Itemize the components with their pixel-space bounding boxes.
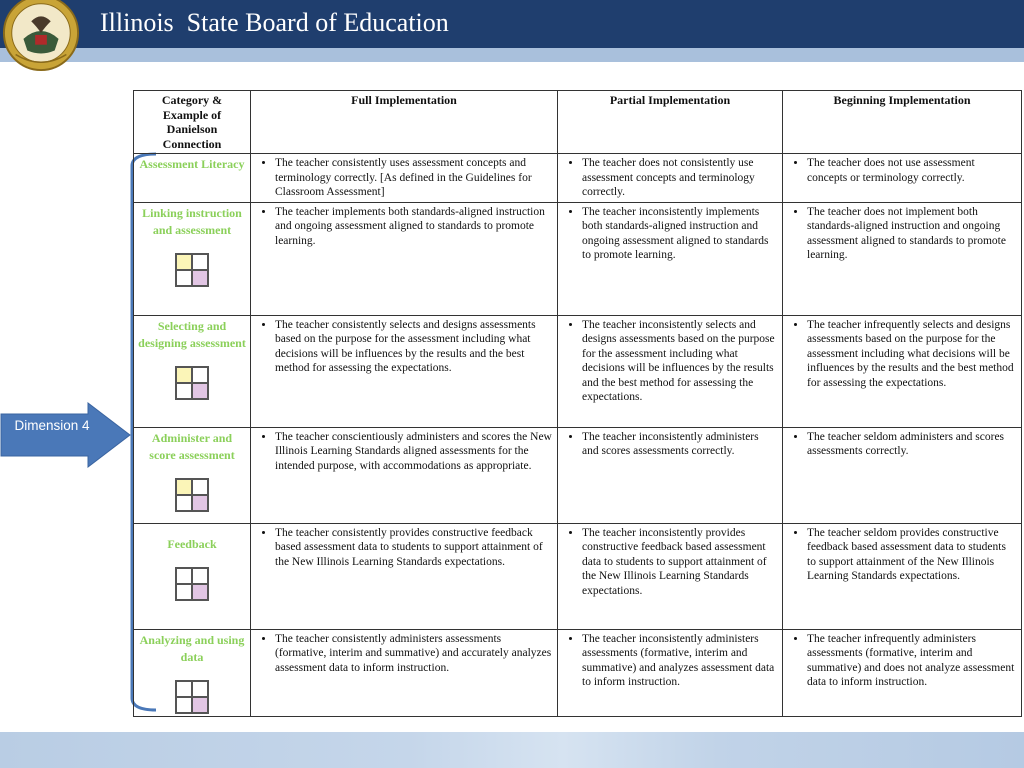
beginning-cell [783, 154, 1022, 203]
full-cell [251, 154, 558, 203]
dimension-label: Dimension 4 [14, 418, 90, 433]
category-cell [134, 315, 251, 427]
header-stripe [0, 48, 1024, 62]
table-row [134, 427, 1022, 523]
partial-cell [558, 202, 783, 315]
category-label: Feedback [167, 536, 217, 551]
full-text: • The teacher conscientiously administers and scores the New Illinois Learning Standards aligned assessments for the intended purpose, with accommodations as appropriate. [275, 430, 553, 474]
yellow-pink-grid-icon [175, 253, 209, 287]
beginning-cell [783, 315, 1022, 427]
category-cell [134, 154, 251, 203]
beginning-text: • The teacher seldom provides constructive feedback based assessment data to students to support attainment of the New Illinois Learning Standards expectations. [807, 526, 1017, 584]
partial-cell [558, 315, 783, 427]
category-cell [134, 427, 251, 523]
full-text: • The teacher consistently provides constructive feedback based assessment data to students to support attainment of the New Illinois Learning Standards expectations. [275, 526, 553, 570]
full-cell [251, 427, 558, 523]
footer-bar [0, 732, 1024, 768]
header-beginning-implementation: Beginning Implementation [783, 91, 1022, 154]
table-row [134, 523, 1022, 629]
full-cell [251, 629, 558, 717]
full-text: • The teacher implements both standards-aligned instruction and ongoing assessment aligned to standards to promote learning. [275, 205, 553, 249]
partial-text: • The teacher inconsistently administers and scores assessments correctly. [582, 430, 778, 459]
partial-text: • The teacher inconsistently implements both standards-aligned instruction and ongoing assessment aligned to standards to promote learning. [582, 205, 778, 263]
beginning-text: • The teacher does not implement both standards-aligned instruction and ongoing assessment aligned to standards to promote learning. [807, 205, 1017, 263]
beginning-text: • The teacher does not use assessment concepts or terminology correctly. [807, 156, 1017, 185]
beginning-text: • The teacher infrequently administers assessments (formative, interim and summative) and does not analyze assessment data to inform instruction. [807, 632, 1017, 690]
pink-grid-icon [175, 567, 209, 601]
partial-text: • The teacher inconsistently administers assessments (formative, interim and summative) and analyzes assessment data to inform instruction. [582, 632, 778, 690]
beginning-cell [783, 202, 1022, 315]
partial-cell [558, 523, 783, 629]
category-label: Selecting and designing assessment [138, 318, 246, 350]
illinois-state-seal-icon [2, 0, 80, 72]
category-cell [134, 202, 251, 315]
full-text: • The teacher consistently selects and designs assessments based on the purpose for the assessment including what decisions will be influences by the results and the best method for assessing the expectations. [275, 318, 553, 376]
pink-grid-icon [175, 680, 209, 714]
beginning-cell [783, 629, 1022, 717]
category-label: Analyzing and using data [139, 632, 245, 664]
partial-cell [558, 427, 783, 523]
category-label: Linking instruction and assessment [142, 205, 242, 237]
beginning-cell [783, 523, 1022, 629]
partial-text: • The teacher does not consistently use assessment concepts and terminology correctly. [582, 156, 778, 200]
category-cell [134, 629, 251, 717]
implementation-rubric-table [133, 90, 1022, 717]
yellow-pink-grid-icon [175, 366, 209, 400]
beginning-text: • The teacher seldom administers and scores assessments correctly. [807, 430, 1017, 459]
header-category: Category & Example of Danielson Connection [134, 91, 251, 154]
full-cell [251, 523, 558, 629]
partial-text: • The teacher inconsistently selects and designs assessments based on the purpose for the assessment including what decisions will be influences by the results and the best method for assessing the expectations. [582, 318, 778, 405]
table-row [134, 154, 1022, 203]
category-label: Administer and score assessment [149, 430, 235, 462]
table-header-row [134, 91, 1022, 154]
beginning-text: • The teacher infrequently selects and designs assessments based on the purpose for the assessment including what decisions will be influences by the results and the best method for assessing the expectations. [807, 318, 1017, 391]
partial-text: • The teacher inconsistently provides constructive feedback based assessment data to students to support attainment of the New Illinois Learning Standards expectations. [582, 526, 778, 599]
yellow-pink-grid-icon [175, 478, 209, 512]
partial-cell [558, 154, 783, 203]
category-label: Assessment Literacy [139, 157, 245, 171]
dimension-arrow-icon [0, 402, 132, 468]
page-title: Illinois State Board of Education [100, 8, 449, 37]
category-cell [134, 523, 251, 629]
table-row [134, 202, 1022, 315]
table-row [134, 629, 1022, 717]
full-text: • The teacher consistently uses assessment concepts and terminology correctly. [As defined in the Guidelines for Classroom Assessment] [275, 156, 553, 200]
full-cell [251, 202, 558, 315]
beginning-cell [783, 427, 1022, 523]
full-text: • The teacher consistently administers assessments (formative, interim and summative) and accurately analyzes assessment data to inform instruction. [275, 632, 553, 676]
header-full-implementation: Full Implementation [251, 91, 558, 154]
header-partial-implementation: Partial Implementation [558, 91, 783, 154]
table-row [134, 315, 1022, 427]
partial-cell [558, 629, 783, 717]
full-cell [251, 315, 558, 427]
